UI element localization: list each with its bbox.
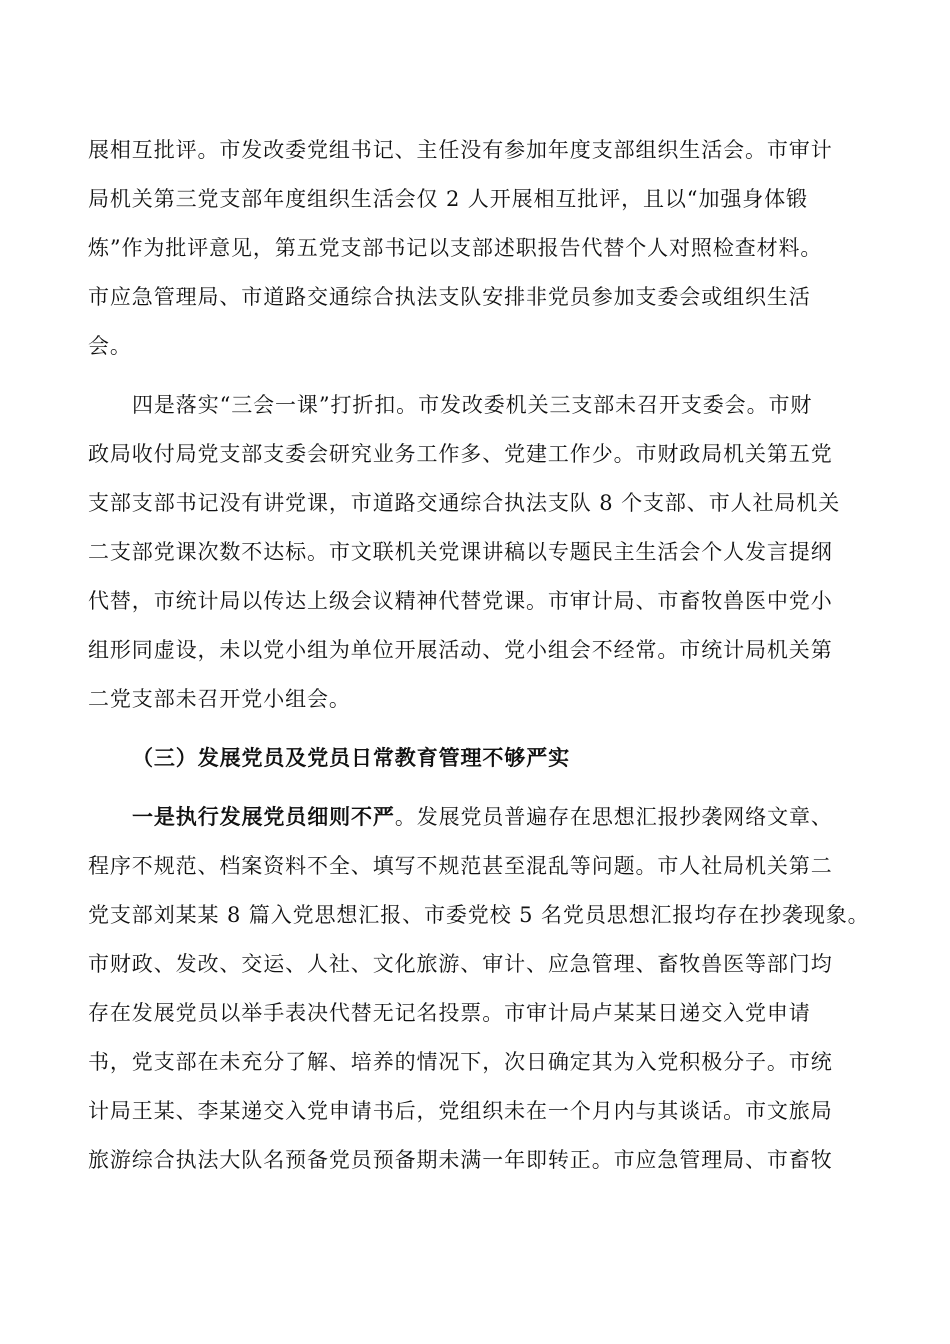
paragraph-line: 二支部党课次数不达标。市文联机关党课讲稿以专题民主生活会个人发言提纲 xyxy=(88,540,833,564)
paragraph-line: 书，党支部在未充分了解、培养的情况下，次日确定其为入党积极分子。市统 xyxy=(88,1050,833,1074)
paragraph-line: 政局收付局党支部支委会研究业务工作多、党建工作少。市财政局机关第五党 xyxy=(88,442,833,466)
paragraph-line: 代替，市统计局以传达上级会议精神代替党课。市审计局、市畜牧兽医中党小 xyxy=(88,589,833,613)
paragraph-line: 市财政、发改、交运、人社、文化旅游、审计、应急管理、畜牧兽医等部门均 xyxy=(88,952,833,976)
paragraph-line: 存在发展党员以举手表决代替无记名投票。市审计局卢某某日递交入党申请 xyxy=(88,1001,811,1025)
paragraph-line: 炼”作为批评意见，第五党支部书记以支部述职报告代替个人对照检查材料。 xyxy=(88,236,823,260)
paragraph-line: 展相互批评。市发改委党组书记、主任没有参加年度支部组织生活会。市审计 xyxy=(88,138,833,162)
paragraph-first-line xyxy=(132,803,912,831)
paragraph-line: 二党支部未召开党小组会。 xyxy=(88,687,351,711)
lead-bold-text: 一是执行发展党员细则不严 xyxy=(132,804,395,829)
paragraph-line: 局机关第三党支部年度组织生活会仅 2 人开展相互批评，且以“加强身体锻 xyxy=(88,187,808,211)
paragraph-line: 市应急管理局、市道路交通综合执法支队安排非党员参加支委会或组织生活 xyxy=(88,285,811,309)
lead-rest-text: 。发展党员普遍存在思想汇报抄袭网络文章、 xyxy=(394,805,833,829)
paragraph-line: 计局王某、李某递交入党申请书后，党组织未在一个月内与其谈话。市文旅局 xyxy=(88,1099,833,1123)
paragraph-line: 程序不规范、档案资料不全、填写不规范甚至混乱等问题。市人社局机关第二 xyxy=(88,854,833,878)
paragraph-line: 组形同虚设，未以党小组为单位开展活动、党小组会不经常。市统计局机关第 xyxy=(88,638,833,662)
paragraph-first-line: 四是落实“三会一课”打折扣。市发改委机关三支部未召开支委会。市财 xyxy=(132,393,813,417)
paragraph-line: 支部支部书记没有讲党课，市道路交通综合执法支队 8 个支部、市人社局机关 xyxy=(88,491,841,515)
paragraph-line: 旅游综合执法大队名预备党员预备期未满一年即转正。市应急管理局、市畜牧 xyxy=(88,1148,833,1172)
paragraph-line: 会。 xyxy=(88,334,132,358)
section-heading: （三）发展党员及党员日常教育管理不够严实 xyxy=(132,745,570,770)
paragraph-line: 党支部刘某某 8 篇入党思想汇报、市委党校 5 名党员思想汇报均存在抄袭现象。 xyxy=(88,903,870,927)
